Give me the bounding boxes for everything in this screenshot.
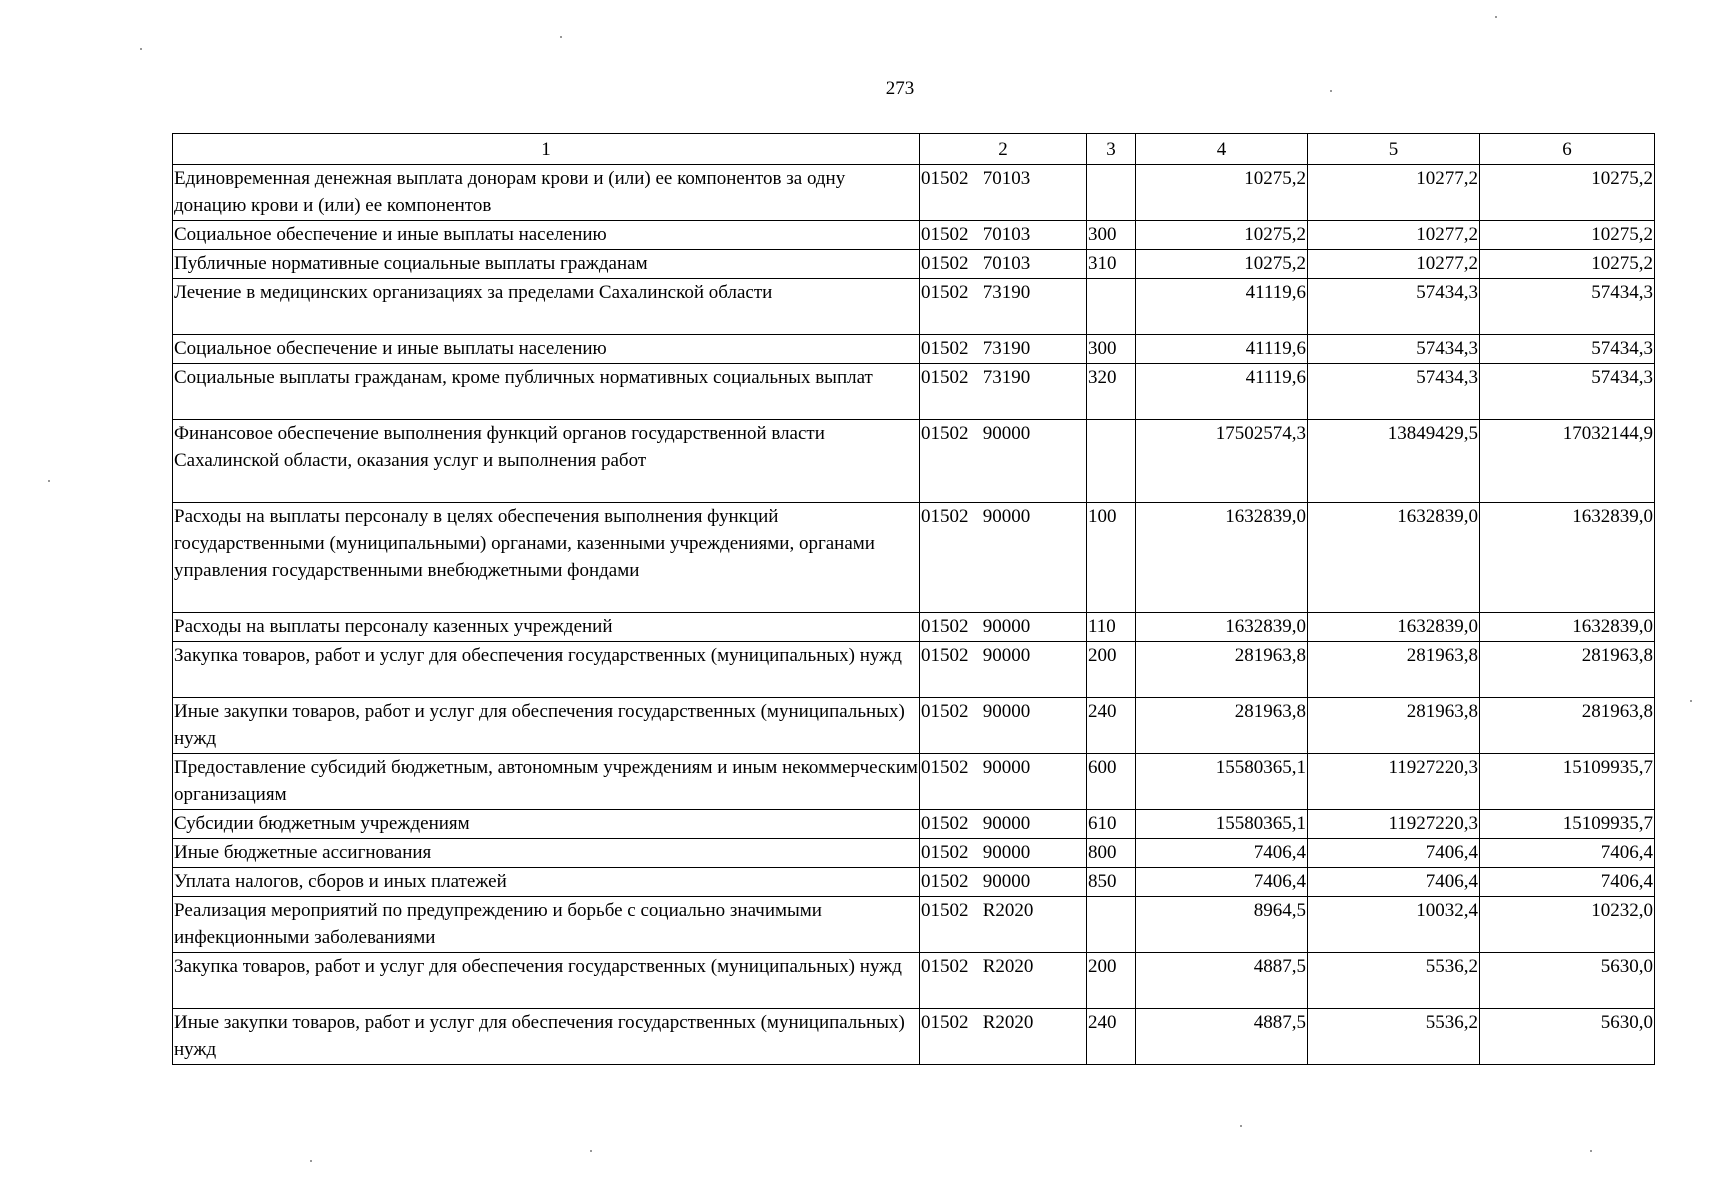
row-code-cell: 01502 90000 <box>920 810 1087 839</box>
scan-speck <box>48 480 50 482</box>
row-name-cell: Публичные нормативные социальные выплаты гражданам <box>173 250 920 279</box>
row-code-cell: 01502 90000 <box>920 868 1087 897</box>
row-value-col4: 1632839,0 <box>1136 613 1308 642</box>
row-value-col5: 11927220,3 <box>1308 810 1480 839</box>
row-value-col6: 10275,2 <box>1480 221 1655 250</box>
row-code-cell: 01502 R2020 <box>920 1009 1087 1065</box>
row-value-col5: 7406,4 <box>1308 839 1480 868</box>
header-row <box>173 134 1655 165</box>
row-value-col6: 10275,2 <box>1480 250 1655 279</box>
table-row <box>173 754 1655 810</box>
row-code-cell: 01502 70103 <box>920 250 1087 279</box>
scan-speck <box>1590 1150 1592 1152</box>
row-name-cell: Субсидии бюджетным учреждениям <box>173 810 920 839</box>
row-value-col6: 57434,3 <box>1480 364 1655 420</box>
row-code-cell: 01502 70103 <box>920 165 1087 221</box>
row-code-cell: 01502 90000 <box>920 613 1087 642</box>
header-col-3: 3 <box>1087 134 1136 165</box>
row-value-col5: 5536,2 <box>1308 1009 1480 1065</box>
table-row <box>173 335 1655 364</box>
row-kvr-cell: 200 <box>1087 642 1136 698</box>
row-value-col6: 10275,2 <box>1480 165 1655 221</box>
row-value-col5: 13849429,5 <box>1308 420 1480 503</box>
row-kvr-cell: 200 <box>1087 953 1136 1009</box>
row-name-cell: Социальное обеспечение и иные выплаты населению <box>173 221 920 250</box>
row-value-col4: 281963,8 <box>1136 642 1308 698</box>
table-row <box>173 642 1655 698</box>
row-value-col4: 1632839,0 <box>1136 503 1308 613</box>
row-name-cell: Иные закупки товаров, работ и услуг для обеспечения государственных (муниципальных) нужд <box>173 1009 920 1065</box>
row-name-cell: Предоставление субсидий бюджетным, автономным учреждениям и иным некоммерческим организациям <box>173 754 920 810</box>
row-kvr-cell: 800 <box>1087 839 1136 868</box>
row-value-col5: 1632839,0 <box>1308 613 1480 642</box>
row-value-col6: 15109935,7 <box>1480 754 1655 810</box>
row-value-col6: 5630,0 <box>1480 953 1655 1009</box>
table-row <box>173 953 1655 1009</box>
table-row <box>173 810 1655 839</box>
row-value-col4: 4887,5 <box>1136 1009 1308 1065</box>
table-row <box>173 613 1655 642</box>
row-value-col6: 7406,4 <box>1480 868 1655 897</box>
table-row <box>173 839 1655 868</box>
row-kvr-cell: 300 <box>1087 335 1136 364</box>
row-value-col5: 57434,3 <box>1308 335 1480 364</box>
row-code-cell: 01502 73190 <box>920 335 1087 364</box>
table-row <box>173 364 1655 420</box>
row-code-cell: 01502 R2020 <box>920 897 1087 953</box>
row-value-col4: 10275,2 <box>1136 165 1308 221</box>
row-value-col5: 10277,2 <box>1308 221 1480 250</box>
row-value-col6: 57434,3 <box>1480 279 1655 335</box>
row-code-cell: 01502 73190 <box>920 279 1087 335</box>
table-row <box>173 250 1655 279</box>
row-name-cell: Закупка товаров, работ и услуг для обеспечения государственных (муниципальных) нужд <box>173 953 920 1009</box>
row-value-col4: 10275,2 <box>1136 221 1308 250</box>
row-code-cell: 01502 90000 <box>920 642 1087 698</box>
row-value-col5: 281963,8 <box>1308 642 1480 698</box>
header-col-5: 5 <box>1308 134 1480 165</box>
row-value-col6: 57434,3 <box>1480 335 1655 364</box>
row-value-col4: 41119,6 <box>1136 364 1308 420</box>
table-row <box>173 503 1655 613</box>
row-code-cell: 01502 R2020 <box>920 953 1087 1009</box>
row-kvr-cell <box>1087 420 1136 503</box>
row-kvr-cell: 610 <box>1087 810 1136 839</box>
row-value-col5: 10032,4 <box>1308 897 1480 953</box>
row-kvr-cell: 110 <box>1087 613 1136 642</box>
row-code-cell: 01502 90000 <box>920 420 1087 503</box>
scan-speck <box>1330 90 1332 92</box>
row-kvr-cell: 850 <box>1087 868 1136 897</box>
row-kvr-cell: 310 <box>1087 250 1136 279</box>
row-name-cell: Закупка товаров, работ и услуг для обеспечения государственных (муниципальных) нужд <box>173 642 920 698</box>
row-name-cell: Социальные выплаты гражданам, кроме публичных нормативных социальных выплат <box>173 364 920 420</box>
row-value-col5: 1632839,0 <box>1308 503 1480 613</box>
row-value-col4: 8964,5 <box>1136 897 1308 953</box>
table-row <box>173 868 1655 897</box>
row-code-cell: 01502 70103 <box>920 221 1087 250</box>
row-code-cell: 01502 90000 <box>920 503 1087 613</box>
header-col-2: 2 <box>920 134 1087 165</box>
row-name-cell: Иные закупки товаров, работ и услуг для обеспечения государственных (муниципальных) нужд <box>173 698 920 754</box>
row-value-col4: 41119,6 <box>1136 279 1308 335</box>
row-code-cell: 01502 73190 <box>920 364 1087 420</box>
table-row <box>173 897 1655 953</box>
table-row <box>173 279 1655 335</box>
row-name-cell: Расходы на выплаты персоналу в целях обеспечения выполнения функций государственными (муниципальными) органами, казенными учреждениями, органами управления государственными внебюджетными фондами <box>173 503 920 613</box>
row-name-cell: Иные бюджетные ассигнования <box>173 839 920 868</box>
row-code-cell: 01502 90000 <box>920 839 1087 868</box>
table-row <box>173 221 1655 250</box>
row-value-col6: 281963,8 <box>1480 642 1655 698</box>
scan-speck <box>310 1160 312 1162</box>
row-value-col6: 5630,0 <box>1480 1009 1655 1065</box>
header-col-6: 6 <box>1480 134 1655 165</box>
row-name-cell: Уплата налогов, сборов и иных платежей <box>173 868 920 897</box>
row-value-col4: 7406,4 <box>1136 868 1308 897</box>
row-value-col5: 11927220,3 <box>1308 754 1480 810</box>
row-value-col6: 15109935,7 <box>1480 810 1655 839</box>
row-kvr-cell: 300 <box>1087 221 1136 250</box>
scan-speck <box>1240 1125 1242 1127</box>
row-name-cell: Реализация мероприятий по предупреждению и борьбе с социально значимыми инфекционными заболеваниями <box>173 897 920 953</box>
row-kvr-cell: 240 <box>1087 698 1136 754</box>
row-name-cell: Лечение в медицинских организациях за пределами Сахалинской области <box>173 279 920 335</box>
row-value-col4: 4887,5 <box>1136 953 1308 1009</box>
row-value-col6: 281963,8 <box>1480 698 1655 754</box>
scan-speck <box>1495 16 1497 18</box>
row-value-col4: 10275,2 <box>1136 250 1308 279</box>
row-value-col6: 7406,4 <box>1480 839 1655 868</box>
row-kvr-cell <box>1087 897 1136 953</box>
scan-speck <box>590 1150 592 1152</box>
row-value-col6: 10232,0 <box>1480 897 1655 953</box>
row-name-cell: Расходы на выплаты персоналу казенных учреждений <box>173 613 920 642</box>
row-kvr-cell <box>1087 165 1136 221</box>
row-value-col4: 281963,8 <box>1136 698 1308 754</box>
row-value-col6: 1632839,0 <box>1480 503 1655 613</box>
table-row <box>173 165 1655 221</box>
budget-table <box>172 133 1655 1065</box>
row-name-cell: Финансовое обеспечение выполнения функций органов государственной власти Сахалинской области, оказания услуг и выполнения работ <box>173 420 920 503</box>
row-kvr-cell: 600 <box>1087 754 1136 810</box>
table-row <box>173 420 1655 503</box>
row-value-col6: 1632839,0 <box>1480 613 1655 642</box>
row-name-cell: Единовременная денежная выплата донорам крови и (или) ее компонентов за одну донацию крови и (или) ее компонентов <box>173 165 920 221</box>
row-kvr-cell: 240 <box>1087 1009 1136 1065</box>
row-value-col5: 10277,2 <box>1308 250 1480 279</box>
row-value-col4: 15580365,1 <box>1136 810 1308 839</box>
row-value-col5: 281963,8 <box>1308 698 1480 754</box>
row-code-cell: 01502 90000 <box>920 698 1087 754</box>
scan-speck <box>560 36 562 38</box>
row-kvr-cell <box>1087 279 1136 335</box>
row-name-cell: Социальное обеспечение и иные выплаты населению <box>173 335 920 364</box>
row-value-col6: 17032144,9 <box>1480 420 1655 503</box>
scan-speck <box>1690 700 1692 702</box>
row-value-col5: 5536,2 <box>1308 953 1480 1009</box>
row-value-col5: 57434,3 <box>1308 279 1480 335</box>
page-number: 273 <box>885 78 915 99</box>
row-kvr-cell: 320 <box>1087 364 1136 420</box>
scan-speck <box>140 48 142 50</box>
row-code-cell: 01502 90000 <box>920 754 1087 810</box>
row-value-col5: 7406,4 <box>1308 868 1480 897</box>
table-row <box>173 698 1655 754</box>
header-col-1: 1 <box>173 134 920 165</box>
header-col-4: 4 <box>1136 134 1308 165</box>
row-value-col4: 15580365,1 <box>1136 754 1308 810</box>
row-value-col5: 10277,2 <box>1308 165 1480 221</box>
row-kvr-cell: 100 <box>1087 503 1136 613</box>
row-value-col4: 17502574,3 <box>1136 420 1308 503</box>
row-value-col5: 57434,3 <box>1308 364 1480 420</box>
row-value-col4: 41119,6 <box>1136 335 1308 364</box>
row-value-col4: 7406,4 <box>1136 839 1308 868</box>
table-row <box>173 1009 1655 1065</box>
